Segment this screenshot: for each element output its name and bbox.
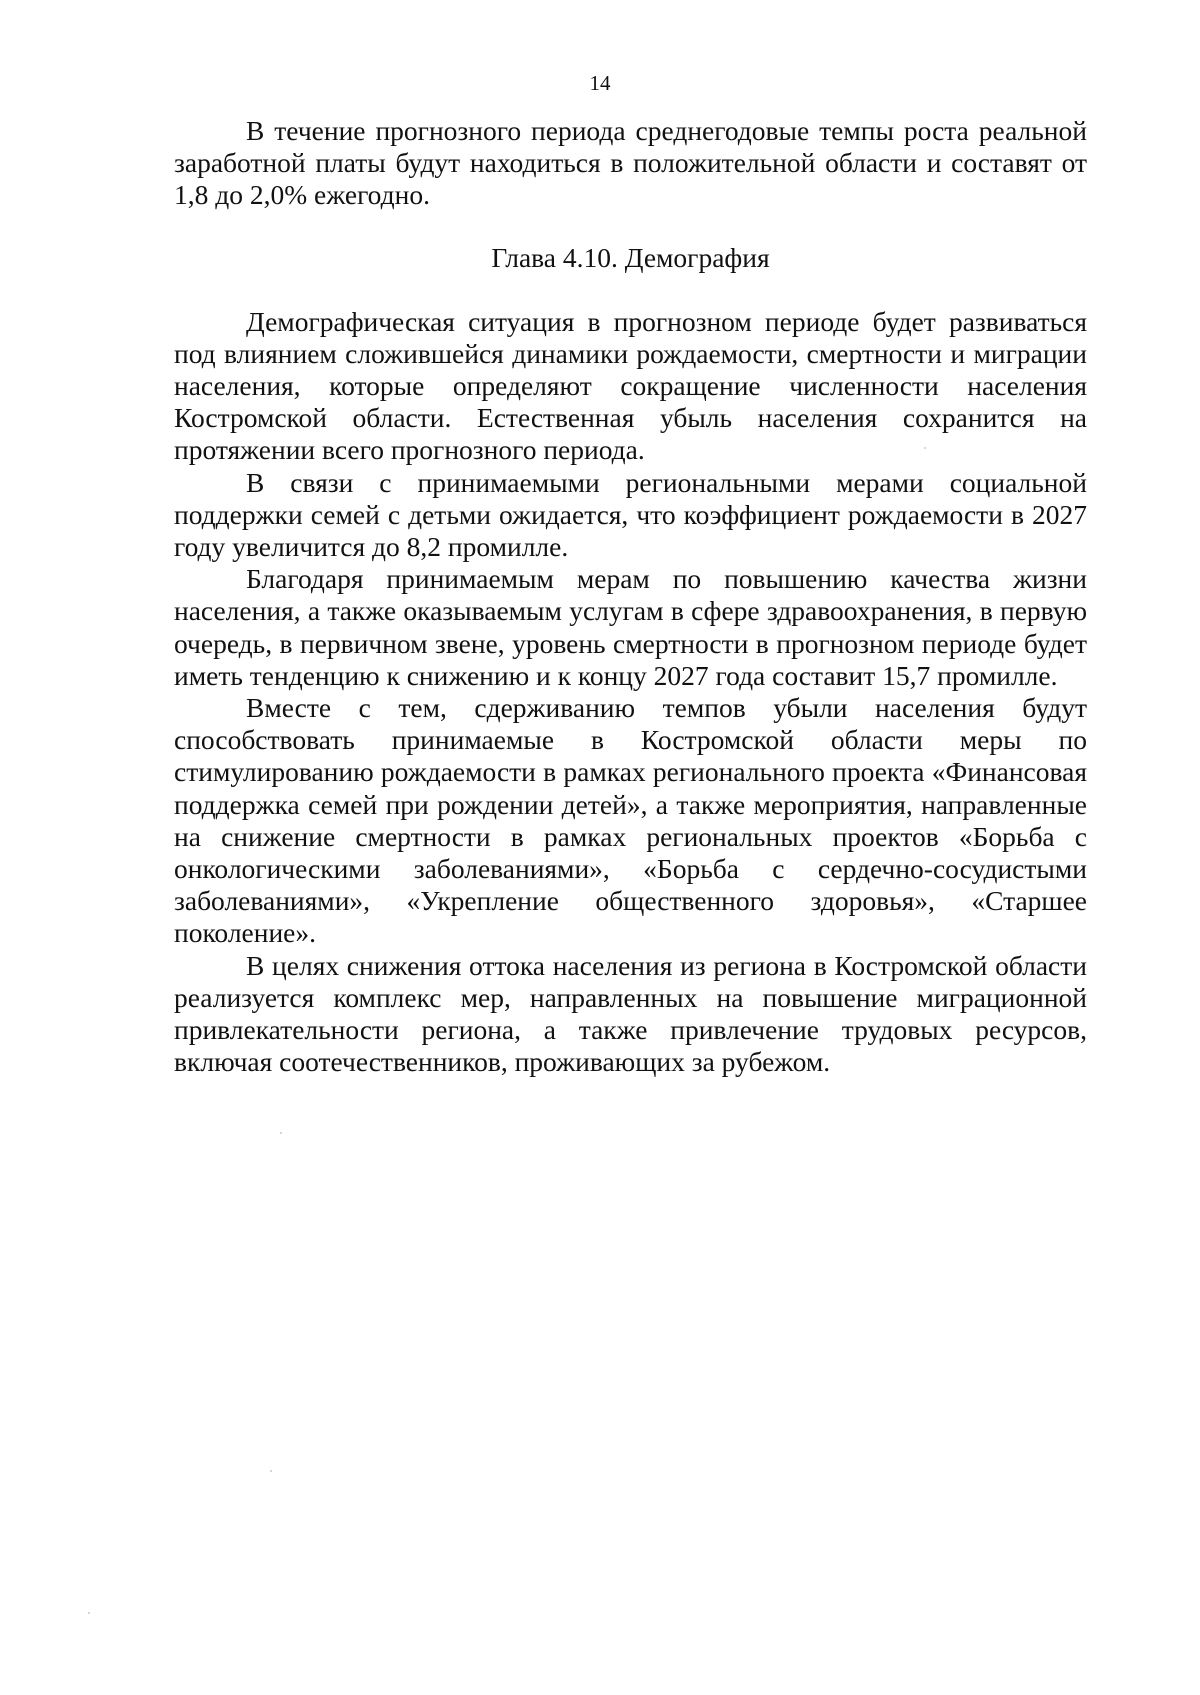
- paragraph-migration: В целях снижения оттока населения из региона в Костромской области реализуется комплекс мер, направленных на повышение миграционной привлекательности региона, а также привлечение трудовых ресурсов, включая соотечественников, проживающих за рубежом.: [174, 949, 1087, 1078]
- scan-speck: [88, 1612, 90, 1614]
- scan-speck: [270, 1470, 272, 1472]
- scan-speck: [924, 447, 926, 449]
- paragraph-salary-growth: В течение прогнозного периода среднегодовые темпы роста реальной заработной платы будут находиться в положительной области и составят от 1,8 до 2,0% ежегодно.: [174, 115, 1087, 211]
- scan-speck: [280, 1132, 282, 1134]
- page-number: 14: [589, 71, 611, 95]
- document-body: [174, 115, 1087, 1078]
- paragraph-mortality: Благодаря принимаемым мерам по повышению качества жизни населения, а также оказываемым услугам в сфере здравоохранения, в первую очередь, в первичном звене, уровень смертности в прогнозном периоде будет иметь тенденцию к снижению и к концу 2027 года составит 15,7 промилле.: [174, 563, 1087, 691]
- chapter-heading: Глава 4.10. Демография: [491, 241, 770, 273]
- paragraph-birth-rate: В связи с принимаемыми региональными мерами социальной поддержки семей с детьми ожидается, что коэффициент рождаемости в 2027 году увеличится до 8,2 промилле.: [174, 466, 1087, 563]
- paragraph-regional-projects: Вместе с тем, сдерживанию темпов убыли населения будут способствовать принимаемые в Костромской области меры по стимулированию рождаемости в рамках регионального проекта «Финансовая поддержка семей при рождении детей», а также мероприятия, направленные на снижение смертности в рамках региональных проектов «Борьба с онкологическими заболеваниями», «Борьба с сердечно-сосудистыми заболеваниями», «Укрепление общественного здоровья», «Старшее поколение».: [174, 692, 1087, 949]
- paragraph-demographic-situation: Демографическая ситуация в прогнозном периоде будет развиваться под влиянием сложившейся динамики рождаемости, смертности и миграции населения, которые определяют сокращение численности населения Костромской области. Естественная убыль населения сохранится на протяжении всего прогнозного периода.: [174, 305, 1087, 466]
